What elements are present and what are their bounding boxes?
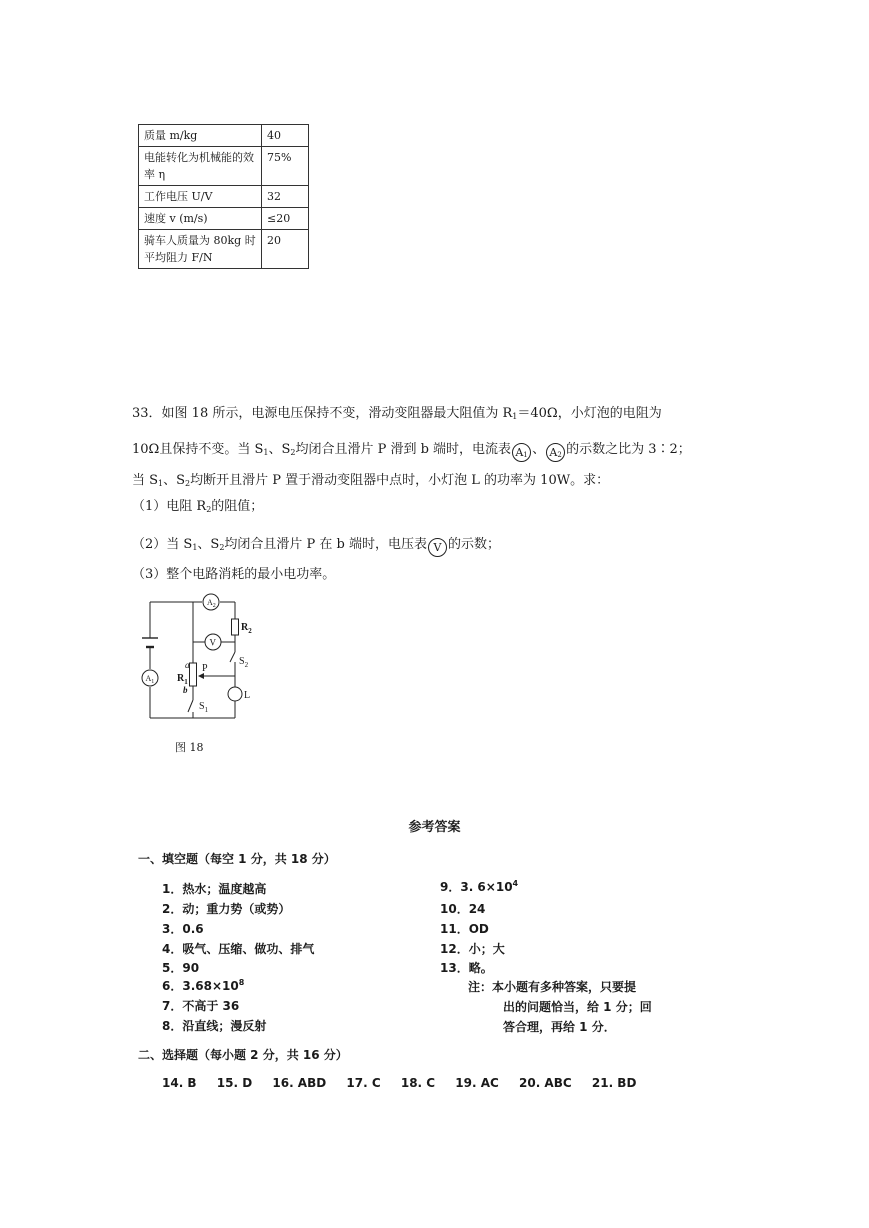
table-cell-value: 75% <box>262 147 309 186</box>
v-label: V <box>209 637 216 648</box>
mc-answer: 20. ABC <box>519 1076 572 1090</box>
spec-table <box>138 124 309 269</box>
ammeter-a2-icon: $A_2$ <box>546 443 565 462</box>
section-2-heading: 二、选择题（每小题 2 分，共 16 分） <box>138 1048 348 1062</box>
answer-item: 3．0.6 <box>162 922 204 936</box>
table-row <box>139 230 309 269</box>
answer-note: 注：本小题有多种答案，只要提 <box>468 980 637 994</box>
answer-note: 出的问题恰当，给 1 分；回 <box>503 1000 652 1014</box>
question-3: （3）整个电路消耗的最小电功率。 <box>132 567 336 582</box>
mc-answer: 16. ABD <box>272 1076 327 1090</box>
table-row <box>139 208 309 230</box>
b-label: b <box>183 685 188 695</box>
lamp-icon <box>228 687 242 701</box>
table-cell-value: ≤20 <box>262 208 309 230</box>
table-cell-value: 40 <box>262 125 309 147</box>
answer-item: 7．不高于 36 <box>162 999 240 1013</box>
p-label: P <box>202 663 208 674</box>
problem-line-1: 33．如图 18 所示，电源电压保持不变，滑动变阻器最大阻值为 $R_1=40\Omega$，小灯泡的电阻为 <box>132 406 662 421</box>
question-1: （1）电阻 $R_2$的阻值； <box>132 499 264 514</box>
mc-answer: 15. D <box>216 1076 253 1090</box>
a2-label: $A_2$ <box>207 598 216 609</box>
answer-item: 10．24 <box>440 902 486 916</box>
mc-answer: 14. B <box>162 1076 197 1090</box>
r2-label: $R_2$ <box>241 622 252 635</box>
l-label: L <box>244 690 251 701</box>
circuit-diagram <box>138 592 258 722</box>
answer-note: 答合理，再给 1 分． <box>503 1020 616 1034</box>
mc-answer: 18. C <box>400 1076 436 1090</box>
table-cell-label: 骑车人质量为 80kg 时平均阻力 F/N <box>139 230 262 269</box>
voltmeter-icon: V <box>428 538 447 557</box>
answer-item: 1．热水；温度越高 <box>162 882 267 896</box>
s1-label: $S_1$ <box>199 701 209 714</box>
table-row <box>139 186 309 208</box>
a1-label: $A_1$ <box>145 674 155 685</box>
problem-line-2: 10Ω且保持不变。当 $S_1$、$S_2$均闭合且滑片 P 滑到 b 端时，电流表 $A_1$ 、 $A_2$ 的示数之比为 3∶2； <box>132 438 691 462</box>
mc-answer: 19. AC <box>455 1076 499 1090</box>
rheostat-r1-icon <box>190 663 197 686</box>
answer-item: 12．小；大 <box>440 942 505 956</box>
answer-item: 6．$3.68\times 10^8$ <box>162 978 245 993</box>
table-cell-label: 质量 m/kg <box>139 125 262 147</box>
question-2: （2）当 $S_1$、$S_2$均闭合且滑片 P 在 b 端时，电压表 V 的示数； <box>132 533 500 557</box>
s2-label: $S_2$ <box>239 656 249 669</box>
answer-item: 2．动；重力势（或势） <box>162 902 291 916</box>
resistor-r2-icon <box>232 619 239 635</box>
ammeter-a1-icon: $A_1$ <box>512 443 531 462</box>
table-row <box>139 147 309 186</box>
multiple-choice-answers <box>162 1076 652 1090</box>
mc-answer: 21. BD <box>591 1076 637 1090</box>
answer-item: 11．OD <box>440 922 489 936</box>
answers-title: 参考答案 <box>408 820 461 835</box>
table-cell-value: 20 <box>262 230 309 269</box>
table-cell-label: 工作电压 U/V <box>139 186 262 208</box>
answer-item: 8．沿直线；漫反射 <box>162 1019 267 1033</box>
r1-label: $R_1$ <box>177 673 188 686</box>
answer-item: 5．90 <box>162 961 200 975</box>
answer-item: 13．略。 <box>440 961 493 975</box>
table-cell-value: 32 <box>262 186 309 208</box>
mc-answer: 17. C <box>346 1076 381 1090</box>
table-cell-label: 速度 v (m/s) <box>139 208 262 230</box>
section-1-heading: 一、填空题（每空 1 分，共 18 分） <box>138 852 336 866</box>
table-row <box>139 125 309 147</box>
answer-item: 9．3. $6\times 10^4$ <box>440 879 519 894</box>
answer-item: 4．吸气、压缩、做功、排气 <box>162 942 315 956</box>
table-cell-label: 电能转化为机械能的效率 η <box>139 147 262 186</box>
problem-line-3: 当 $S_1$、$S_2$均断开且滑片 P 置于滑动变阻器中点时，小灯泡 L 的功率为 10W。求： <box>132 473 610 488</box>
a-label: a <box>185 660 190 670</box>
figure-caption: 图 18 <box>175 741 204 754</box>
